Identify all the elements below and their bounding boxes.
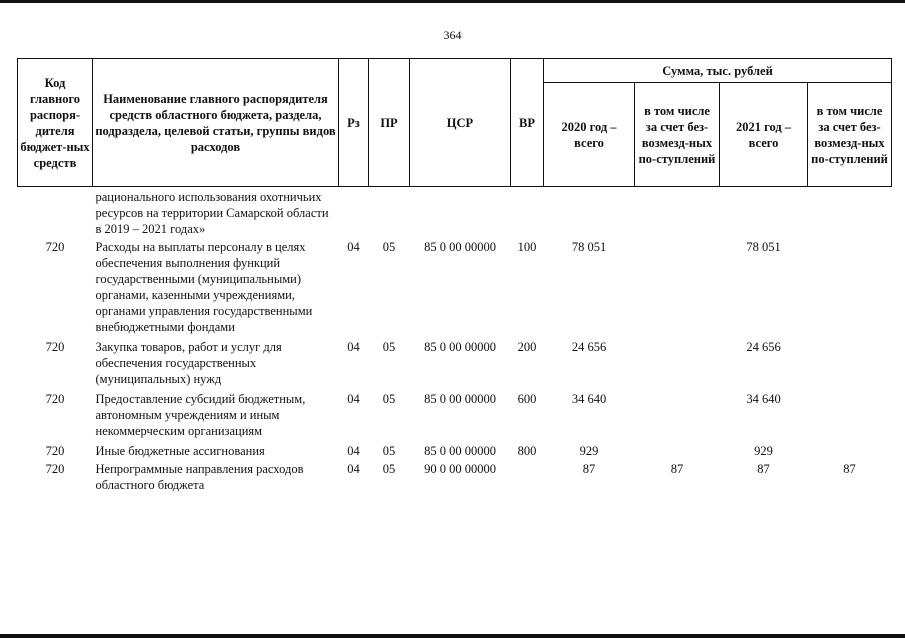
cell-name: Закупка товаров, работ и услуг для обеспечения государственных (муниципальных) нужд: [95, 340, 282, 386]
cell-2020-grants: 87: [670, 462, 684, 476]
header-code: Код главного распоря-дителя бюджет-ных средств: [18, 59, 93, 187]
cell-2021-total: 24 656: [746, 340, 781, 354]
cell-name: Расходы на выплаты персоналу в целях обеспечения выполнения функций государственными (муниципальными) органами, казенными учреждениями, органами управления государственными внебюджетными фондами: [95, 240, 313, 334]
cell-code: 720: [45, 392, 65, 406]
cell-2020-total: 78 051: [571, 240, 607, 254]
header-2020-total: 2020 год – всего: [544, 83, 635, 187]
cell-2021-total: 34 640: [746, 392, 781, 406]
header-vr: ВР: [511, 59, 544, 187]
header-pr: ПР: [369, 59, 410, 187]
cell-2021-grants: [808, 335, 892, 387]
cell-name: рационального использования охотничьих ресурсов на территории Самарской области в 2019 – 2021 годах»: [95, 190, 329, 236]
cell-2021-grants: [808, 187, 892, 238]
table-row: [18, 187, 892, 238]
header-rz: Рз: [339, 59, 369, 187]
cell-2021-grants: [808, 439, 892, 459]
cell-code: 720: [45, 462, 65, 476]
cell-pr: 05: [382, 444, 396, 458]
table-row: [18, 387, 892, 439]
table-row: [18, 439, 892, 459]
header-name: Наименование главного распорядителя средств областного бюджета, раздела, подраздела, целевой статьи, группы видов расходов: [93, 59, 339, 187]
cell-pr: 05: [382, 462, 396, 476]
cell-pr: 05: [382, 340, 396, 354]
cell-rz: 04: [347, 240, 360, 254]
header-2020-grants: в том числе за счет без-возмезд-ных по-ступлений: [635, 83, 720, 187]
cell-2020-grants: [635, 335, 720, 387]
page-number: 364: [443, 28, 462, 42]
cell-code: [18, 187, 93, 238]
table-header: [18, 59, 892, 187]
cell-2020-total: 929: [579, 444, 599, 458]
cell-rz: [339, 187, 369, 238]
cell-2020-total: 24 656: [571, 340, 607, 354]
cell-csr: [410, 187, 511, 238]
cell-2021-total: 87: [757, 462, 770, 476]
header-2021-total: 2021 год – всего: [720, 83, 808, 187]
header-csr: ЦСР: [410, 59, 511, 187]
cell-rz: 04: [347, 340, 360, 354]
cell-2020-grants: [635, 439, 720, 459]
cell-vr: 800: [517, 444, 537, 458]
cell-code: 720: [45, 444, 65, 458]
cell-rz: 04: [347, 444, 360, 458]
table-row: [18, 335, 892, 387]
cell-rz: 04: [347, 392, 360, 406]
cell-2020-grants: [635, 387, 720, 439]
cell-pr: 05: [382, 240, 396, 254]
header-2021-grants: в том числе за счет без-возмезд-ных по-ступлений: [808, 83, 892, 187]
cell-name: Непрограммные направления расходов областного бюджета: [95, 462, 304, 492]
table-row: [18, 459, 892, 493]
cell-rz: 04: [347, 462, 360, 476]
cell-pr: 05: [382, 392, 396, 406]
cell-2020-total: [544, 187, 635, 238]
cell-name: Иные бюджетные ассигнования: [95, 444, 265, 458]
cell-csr: 85 0 00 00000: [424, 392, 496, 406]
cell-code: 720: [45, 240, 65, 254]
cell-2020-grants: [635, 187, 720, 238]
cell-vr: 100: [517, 240, 537, 254]
cell-vr: 600: [517, 392, 537, 406]
cell-csr: 85 0 00 00000: [424, 340, 496, 354]
header-sum: Сумма, тыс. рублей: [544, 59, 892, 83]
table-row: [18, 237, 892, 335]
cell-2020-grants: [635, 237, 720, 335]
cell-vr: [511, 459, 544, 493]
cell-code: 720: [45, 340, 65, 354]
top-rule: [0, 0, 905, 3]
cell-2020-total: 87: [582, 462, 596, 476]
cell-2021-grants: [808, 237, 892, 335]
budget-table: [17, 58, 892, 493]
cell-2021-grants: 87: [843, 462, 856, 476]
bottom-rule: [0, 634, 905, 638]
cell-csr: 90 0 00 00000: [424, 462, 496, 476]
cell-name: Предоставление субсидий бюджетным, автономным учреждениям и иным некоммерческим организациям: [95, 392, 306, 438]
cell-2021-total: 929: [754, 444, 773, 458]
cell-csr: 85 0 00 00000: [424, 444, 496, 458]
cell-2021-total: 78 051: [746, 240, 781, 254]
cell-csr: 85 0 00 00000: [424, 240, 496, 254]
cell-2020-total: 34 640: [571, 392, 607, 406]
cell-vr: [511, 187, 544, 238]
cell-pr: [369, 187, 410, 238]
cell-vr: 200: [517, 340, 537, 354]
cell-2021-total: [720, 187, 808, 238]
cell-2021-grants: [808, 387, 892, 439]
table-body: [18, 187, 892, 494]
